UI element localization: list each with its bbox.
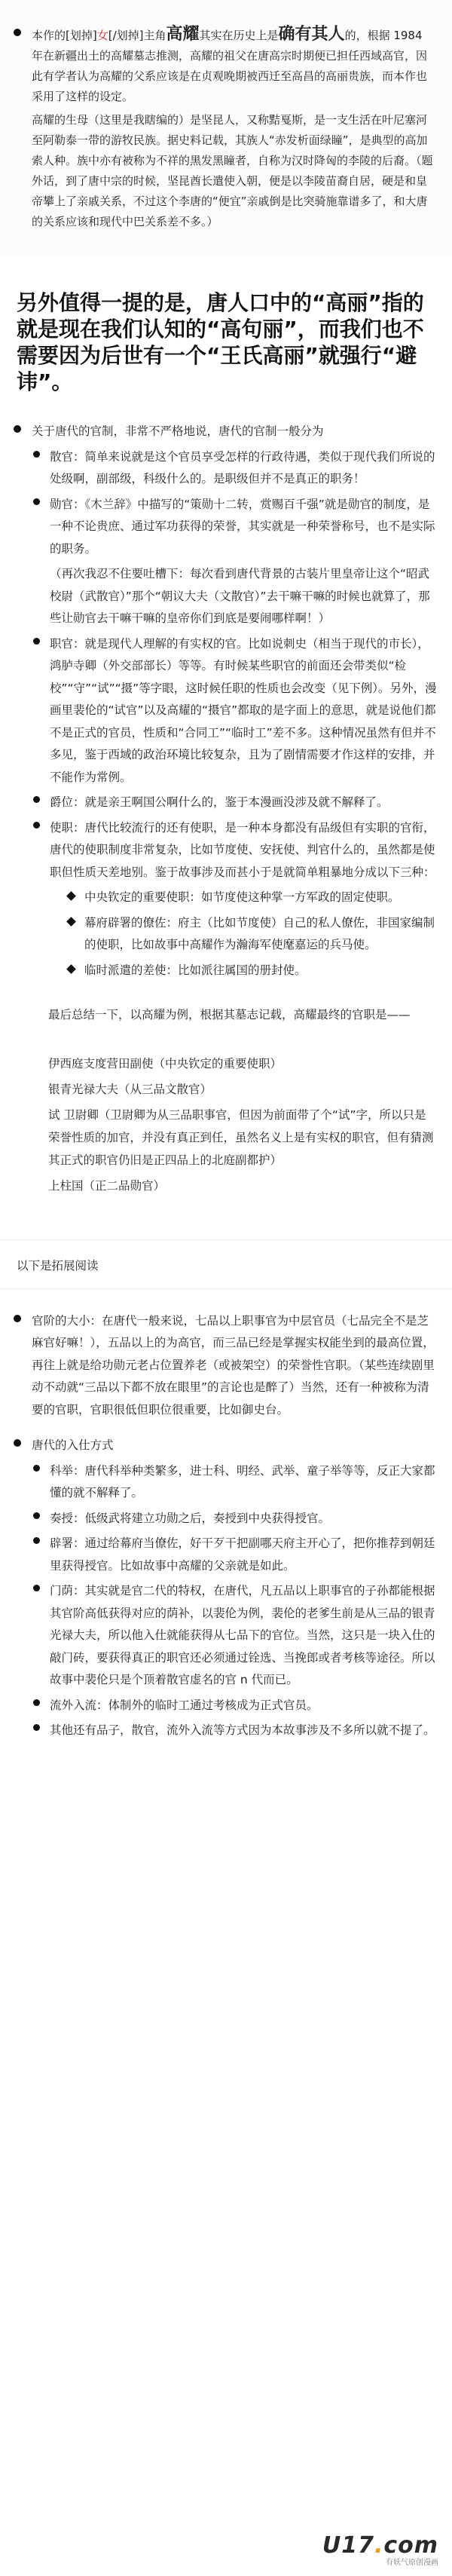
entry-item: 辟署：通过给幕府当僚佐，好干歹干把副哪天府主开心了，把你推荐到朝廷里获得授官。比如故事中高耀的父亲就是如此。: [33, 1533, 437, 1577]
bullet-icon: [33, 1585, 40, 1591]
official-types-list: [33, 446, 437, 982]
officials-intro: 关于唐代的官制，非常不严格地说，唐代的官制一般分为: [32, 424, 324, 438]
envoy-types-list: [68, 887, 437, 982]
name-highlight: 高耀: [166, 25, 200, 44]
official-type-item: 爵位：就是亲王啊国公啊什么的，鉴于本漫画没涉及就不解释了。: [33, 792, 437, 814]
entry-item: 流外入流：体制外的临时工通过考核成为正式官员。: [33, 1695, 437, 1717]
bullet-icon: [33, 498, 40, 505]
extension-label: 以下是拓展阅读: [17, 1258, 99, 1273]
diamond-bullet-icon: [66, 964, 76, 974]
section-divider: [0, 1239, 452, 1240]
size-item: 官阶的大小：在唐代一般来说，七品以上职事官为中层官员（七品完全不是芝麻官好嘛！），五品以上的为高官，而三品已经是掌握实权能坐到的最高位置，再往上就是给功勋元老占位置养老（或被架空）的荣誉性官职。（某些连续剧里动不动就“三品以下都不放在眼里”的言论也是醉了）当然，还有一种被称为清要的官职，官职很低但职位很重要，比如御史台。: [14, 1310, 437, 1422]
bullet-icon: [33, 1512, 40, 1519]
bullet-icon: [14, 1315, 21, 1322]
entry-title-item: 唐代的入仕方式: [14, 1435, 437, 1457]
intro-paragraph-2: 高耀的生母（这里是我瞎编的）是坚昆人，又称黠戛斯，是一支生活在叶尼塞河至阿勒泰一带的游牧民族。据史料记载，其族人“赤发析面绿瞳”，是典型的高加索人种。族中亦有被称为不祥的黑发黑瞳者，自称为汉时降匈的李陵的后裔。（题外话，到了唐中宗的时候，坚昆酋长遣使入朝，便是以李陵苗裔自居，硬是和皇帝攀上了亲戚关系，不过这个李唐的“便宜”亲戚倒是比突骑施靠谱多了，和大唐的关系应该和现代中巴关系差不多。）: [32, 113, 433, 228]
intro-paragraph-1: 本作的[划掉]女[/划掉]主角高耀其实在历史上是确有其人的，根据 1984 年在新疆出土的高耀墓志推测，高耀的祖父在唐高宗时期便已担任西域高官，因此有学者认为高耀的父系应该是在贞观晚期被西迁至高昌的高丽贵族，而本作也采用了这样的设定。 高耀的生母（这里是我瞎编的）是坚昆人，又称黠戛斯，是一支生活在叶尼塞河至阿勒泰一带的游牧民族。据史料记载，其族人“赤发析面绿瞳”，是典型的高加索人种。族中亦有被称为不祥的黑发黑瞳者，自称为汉时降匈的李陵的后裔。（题外话，到了唐中宗的时候，坚昆酋长遣使入朝，便是以李陵苗裔自居，硬是和皇帝攀上了亲戚关系，不过这个李唐的“便宜”亲戚倒是比突骑施靠谱多了，和大唐的关系应该和现代中巴关系差不多。）: [14, 24, 437, 232]
entry-list: [33, 1460, 437, 1742]
official-type-item: 勋官：《木兰辞》中描写的“策勋十二转，赏赐百千强”就是勋官的制度，是一种不论贵庶、通过军功获得的荣誉，其实就是一种荣誉称号，也不是实际的职务。 （再次我忍不住要吐槽下：每次看到唐代背景的古装片里皇帝让这个“昭武校尉（武散官）”那个“朝议大夫（文散官）”去干嘛干嘛的时候也就算了，那些让勋官去干嘛干嘛的皇帝你们到底是要闹哪样啊！）: [33, 494, 437, 630]
bullet-icon: [33, 1699, 40, 1706]
bullet-icon: [33, 451, 40, 458]
bullet-icon: [33, 1537, 40, 1544]
real-person-highlight: 确有其人: [278, 25, 345, 44]
bullet-icon: [33, 796, 40, 803]
bullet-icon: [33, 638, 40, 645]
bullet-icon: [14, 425, 21, 433]
diamond-bullet-icon: [66, 891, 76, 901]
official-type-item: 散官：简单来说就是这个官员享受怎样的行政待遇，类似于现代我们所说的处级啊，副部级，科级什么的。是职级但并不是真正的职务！: [33, 446, 437, 491]
official-type-item: 职官：就是现代人理解的有实权的官。比如说刺史（相当于现代的市长），鸿胪寺卿（外交部部长）等等。有时候某些职官的前面还会带类似“检校”“守”“试”“摄”等字眼，这时候任职的性质也会改变（见下例）。另外，漫画里裴伦的“试官”以及高耀的“摄官”都取的是字面上的意思，就是说他们都不是正式的官员，性质和“合同工”“临时工”差不多。这种情况虽然有但并不多见，鉴于西域的政治环境比较复杂，且为了剧情需要才作这样的安排，并不能作为常例。: [33, 633, 437, 789]
rant-note: （再次我忍不住要吐槽下：每次看到唐代背景的古装片里皇帝让这个“昭武校尉（武散官）”那个“朝议大夫（文散官）”去干嘛干嘛的时候也就算了，那些让勋官去干嘛干嘛的皇帝你们到底是要闹哪样啊！）: [50, 567, 430, 625]
entry-item: 奏授：低级武将建立功勋之后，奏授到中央获得授官。: [33, 1508, 437, 1530]
bullet-icon: [33, 1724, 40, 1731]
summary-text: 最后总结一下，以高耀为例，根据其墓志记载，高耀最终的官职是——: [48, 1008, 411, 1022]
final-title-line: 伊西庭支度营田副使（中央钦定的重要使职）: [48, 1056, 282, 1071]
officials-section: [0, 410, 452, 1212]
bullet-icon: [14, 29, 21, 36]
entry-item: 其他还有品子，散官，流外入流等方式因为本故事涉及不多所以就不提了。: [33, 1720, 437, 1742]
official-type-item: 使职：唐代比较流行的还有使职，是一种本身都没有品级但有实职的官衔，唐代的使职制度非常复杂，比如节度使、安抚使、判官什么的，虽然都是使职但性质天差地别。鉴于故事涉及而甚小于是就简单粗暴地分成以下三种： 中央钦定的重要使职：如节度使这种掌一方军政的固定使职。 幕府辟署的僚佐：府主（比如节度使）自己的私人僚佐，非国家编制的使职，比如故事中高耀作为瀚海军使麾嘉运的兵马使。 临时派遣的差使：比如派往属国的册封使。: [33, 817, 437, 982]
final-title-line: 试 卫尉卿（卫尉卿为从三品职事官，但因为前面带了个“试”字，所以只是荣誉性质的加官，并没有真正到任，虽然名义上是有实权的职官，但有猜测其正式的职官仍旧是正四品上的北庭副都护）: [48, 1107, 434, 1167]
diamond-bullet-icon: [66, 917, 76, 927]
bullet-icon: [14, 1439, 21, 1447]
entry-item: 科举：唐代科举种类繁多，进士科、明经、武举、童子举等等，反正大家都懂的就不解释了。: [33, 1460, 437, 1505]
u17-logo: U17.com 有妖气原创漫画: [322, 2532, 438, 2567]
envoy-type-item: 临时派遣的差使：比如派往属国的册封使。: [68, 960, 437, 982]
bullet-icon: [33, 822, 40, 829]
red-text: 女: [96, 29, 108, 42]
envoy-type-item: 中央钦定的重要使职：如节度使这种掌一方军政的固定使职。: [68, 887, 437, 909]
final-titles: [48, 1052, 437, 1197]
final-title-line: 上柱国（正二品勋官）: [48, 1178, 166, 1193]
extension-section: [0, 1289, 452, 1742]
final-title-line: 银青光禄大夫（从三品文散官）: [48, 1082, 212, 1096]
envoy-type-item: 幕府辟署的僚佐：府主（比如节度使）自己的私人僚佐，非国家编制的使职，比如故事中高耀作为瀚海军使麾嘉运的兵马使。: [68, 912, 437, 957]
bullet-icon: [33, 1465, 40, 1472]
entry-item: 门荫：其实就是官二代的特权，在唐代，凡五品以上职事官的子孙都能根据其官阶高低获得对应的荫补，以裴伦为例，裴伦的老爹生前是从三品的银青光禄大夫，所以他入仕就能获得从七品下的官位。当然，这只是一块入仕的敲门砖，要获得真正的职官还必须通过铨选、当挽郎或者考核等途径。所以故事中裴伦只是个顶着散官虚名的官 n 代而已。: [33, 1580, 437, 1692]
highlight-note: 另外值得一提的是，唐人口中的“高丽”指的就是现在我们认知的“高句丽”，而我们也不需要因为后世有一个“王氏高丽”就强行“避讳”。: [17, 290, 424, 394]
intro-section: [0, 0, 452, 256]
